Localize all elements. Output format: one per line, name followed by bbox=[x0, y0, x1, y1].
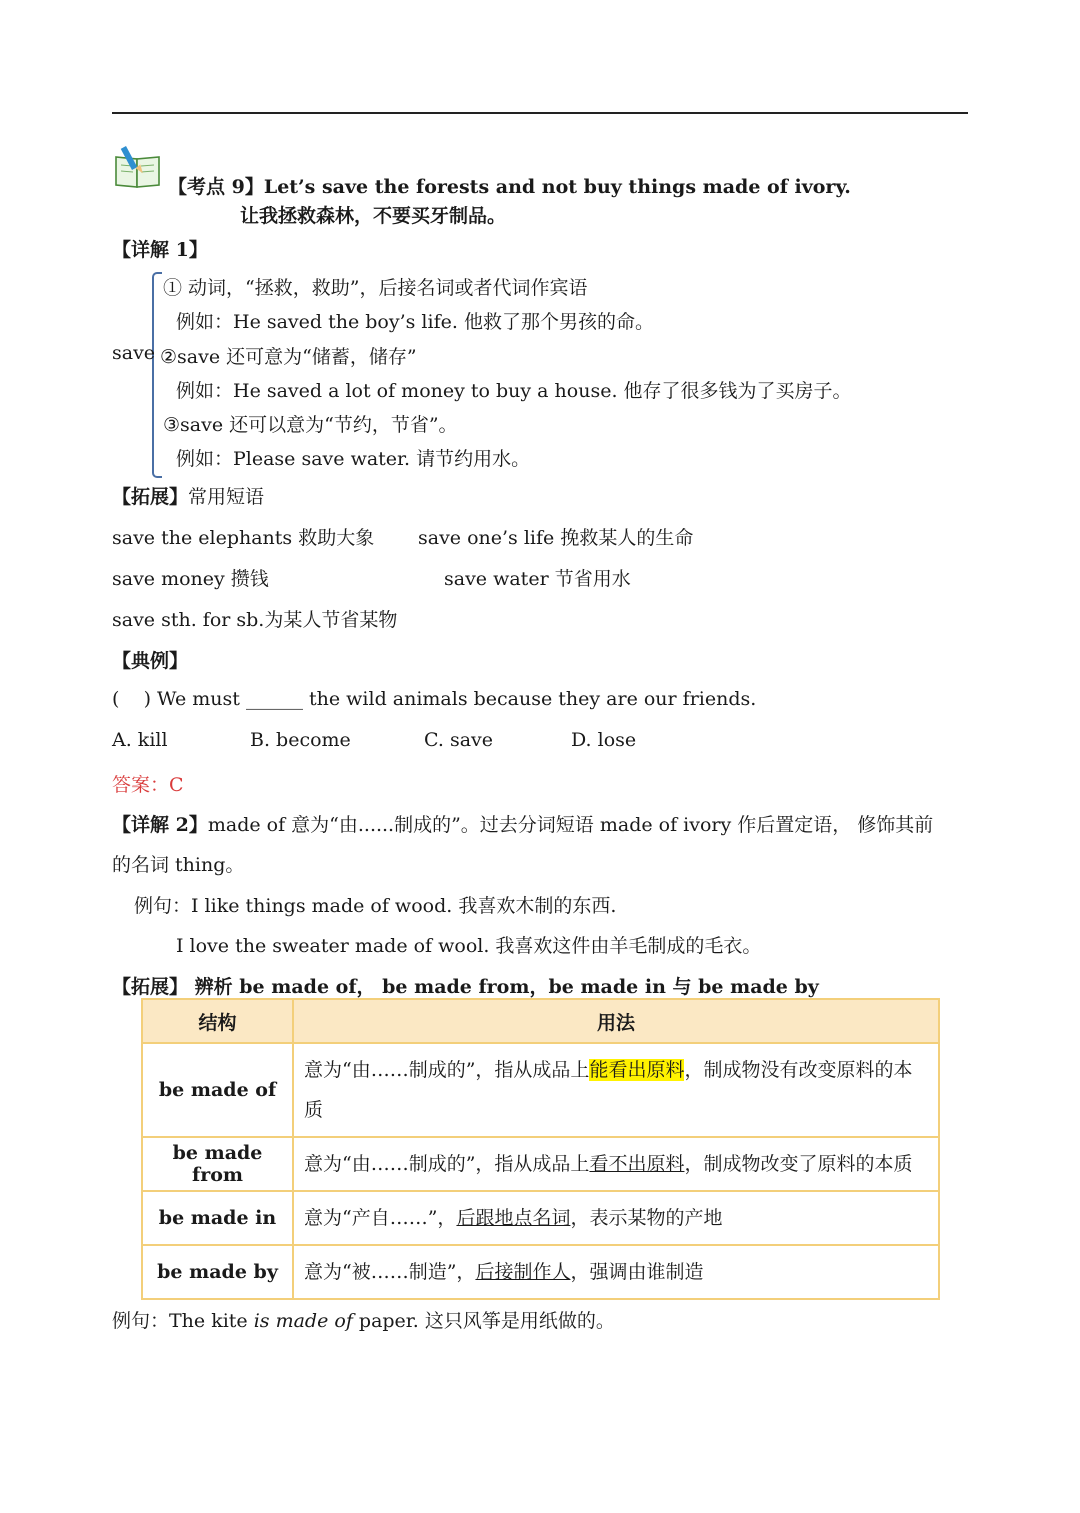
usage-text: ，制成物没有改变原料的本质 bbox=[304, 1059, 913, 1121]
usage-text: 意为“由……制成的”，指从成品上 bbox=[304, 1059, 590, 1081]
table-row bbox=[142, 1043, 939, 1137]
brace-bracket bbox=[152, 272, 162, 478]
expand1-heading bbox=[112, 482, 264, 509]
usage-cell bbox=[293, 1137, 939, 1191]
structure-cell: be made in bbox=[142, 1191, 293, 1245]
expand2-heading bbox=[112, 972, 819, 999]
usage-text: 意为“由……制成的”，指从成品上 bbox=[304, 1153, 590, 1175]
point-translation: 让我拯救森林，不要买牙制品。 bbox=[240, 205, 507, 227]
structure-cell: be made from bbox=[142, 1137, 293, 1191]
detail2-text1: made of 意为“由......制成的”。过去分词短语 made of ivory 作后置定语， 修饰其前 bbox=[207, 814, 934, 836]
table-row bbox=[142, 1137, 939, 1191]
phrase-item: save the elephants 救助大象 bbox=[112, 527, 375, 549]
underlined-text: 看不出原料 bbox=[589, 1153, 685, 1175]
highlight-text: 能看出原料 bbox=[589, 1059, 685, 1081]
option-a: A. kill bbox=[112, 729, 168, 751]
detail1-line: ②save 还可意为“储蓄，储存” bbox=[160, 346, 417, 368]
phrase-item: save sth. for sb.为某人节省某物 bbox=[112, 609, 398, 631]
header-usage: 用法 bbox=[293, 999, 939, 1043]
example-title: 【典例】 bbox=[112, 650, 189, 672]
option-c: C. save bbox=[424, 729, 493, 751]
detail2-example1: 例句：I like things made of wood. 我喜欢木制的东西. bbox=[134, 895, 617, 917]
option-d: D. lose bbox=[571, 729, 637, 751]
table-row bbox=[142, 1191, 939, 1245]
detail2-text2: 的名词 thing。 bbox=[112, 854, 245, 876]
expand2-title: 【拓展】 bbox=[112, 976, 189, 998]
underlined-text: 后接制作人 bbox=[475, 1261, 571, 1283]
final-example-rest: paper. 这只风筝是用纸做的。 bbox=[358, 1310, 615, 1332]
answer-text: 答案：C bbox=[112, 774, 184, 796]
detail1-line: ③save 还可以意为“节约，节省”。 bbox=[163, 414, 458, 436]
open-book-pencil-icon bbox=[113, 145, 163, 189]
table-header-row bbox=[142, 999, 939, 1043]
option-b: B. become bbox=[250, 729, 351, 751]
example-question: ( ) We must ______ the wild animals because they are our friends. bbox=[112, 688, 757, 710]
save-word: save bbox=[112, 342, 156, 364]
final-example-label: 例句：The kite bbox=[112, 1310, 248, 1332]
detail2-title: 【详解 2】 bbox=[112, 814, 208, 836]
phrase-item: save one’s life 挽救某人的生命 bbox=[418, 527, 694, 549]
structure-cell: be made by bbox=[142, 1245, 293, 1299]
detail1-line: 例如：Please save water. 请节约用水。 bbox=[176, 448, 531, 470]
point-heading: 【考点 9】Let’s save the forests and not buy things made of ivory. bbox=[168, 176, 851, 198]
usage-cell bbox=[293, 1043, 939, 1137]
structure-cell: be made of bbox=[142, 1043, 293, 1137]
header-structure: 结构 bbox=[142, 999, 293, 1043]
expand1-subtitle: 常用短语 bbox=[188, 486, 265, 508]
detail1-line: 例如：He saved a lot of money to buy a house. 他存了很多钱为了买房子。 bbox=[176, 380, 852, 402]
usage-text: ，制成物改变了原料的本质 bbox=[684, 1153, 913, 1175]
final-example-italic: is made of bbox=[253, 1310, 353, 1332]
usage-text: ，表示某物的产地 bbox=[570, 1207, 723, 1229]
usage-cell bbox=[293, 1191, 939, 1245]
phrase-item: save money 攒钱 bbox=[112, 568, 269, 590]
underlined-text: 后跟地点名词 bbox=[456, 1207, 571, 1229]
usage-table bbox=[141, 998, 940, 1300]
usage-text: 意为“被……制造”， bbox=[304, 1261, 476, 1283]
detail1-title: 【详解 1】 bbox=[112, 239, 208, 261]
usage-text: 意为“产自……”， bbox=[304, 1207, 457, 1229]
usage-text: ，强调由谁制造 bbox=[570, 1261, 704, 1283]
usage-cell bbox=[293, 1245, 939, 1299]
detail2-line1 bbox=[112, 810, 933, 837]
expand1-title: 【拓展】 bbox=[112, 486, 189, 508]
table-row bbox=[142, 1245, 939, 1299]
expand2-text: 辨析 be made of， be made from，be made in 与 be made by bbox=[194, 976, 819, 998]
detail1-line: 例如：He saved the boy’s life. 他救了那个男孩的命。 bbox=[176, 311, 654, 333]
top-rule bbox=[112, 112, 968, 114]
phrase-item: save water 节省用水 bbox=[444, 568, 631, 590]
detail1-line: ① 动词，“拯救，救助”，后接名词或者代词作宾语 bbox=[163, 277, 588, 299]
detail2-example2: I love the sweater made of wool. 我喜欢这件由羊毛制成的毛衣。 bbox=[176, 935, 762, 957]
final-example bbox=[112, 1306, 615, 1333]
